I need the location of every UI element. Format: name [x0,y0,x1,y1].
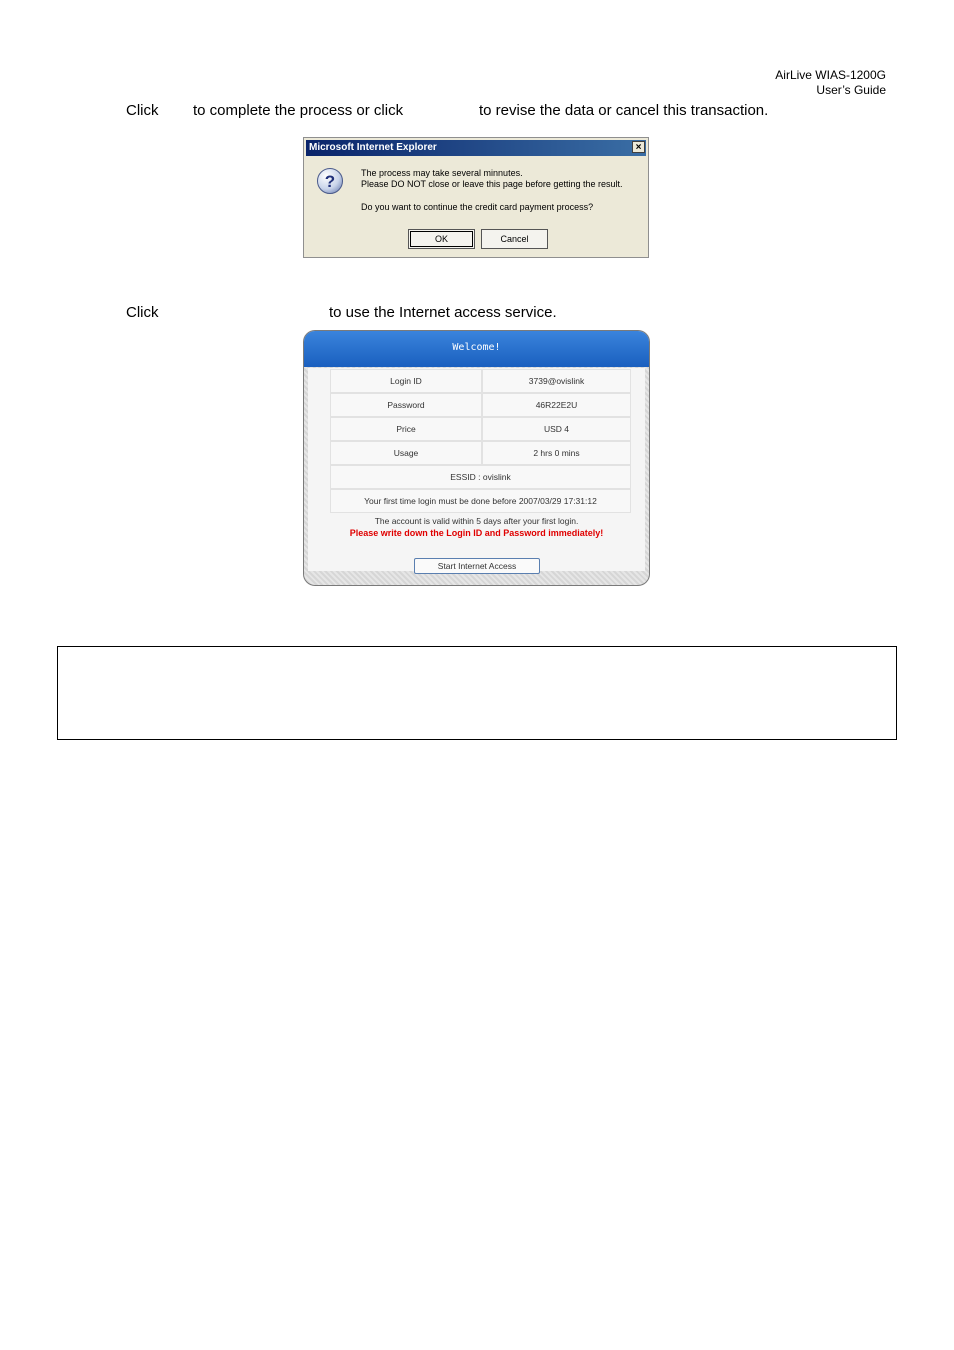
first-login-cell: Your first time login must be done before 2007/03/29 17:31:12 [330,489,631,513]
dialog-line-1: The process may take several minnutes. [361,168,523,178]
welcome-title: Welcome! [304,331,649,367]
login-id-label: Login ID [330,369,482,393]
table-row [330,489,631,513]
login-id-value: 3739@ovislink [482,369,631,393]
step1-middle: to complete the process or click [193,102,404,119]
start-internet-access-button[interactable]: Start Internet Access [414,558,540,574]
ie-confirm-dialog [303,137,649,258]
header-product: AirLive WIAS-1200G [775,68,886,82]
table-row [330,441,631,465]
cancel-button[interactable]: Cancel [481,229,548,249]
welcome-panel [303,330,650,586]
close-icon[interactable]: × [632,141,645,153]
welcome-body [308,368,645,571]
price-value: USD 4 [482,417,631,441]
essid-cell: ESSID : ovislink [330,465,631,489]
step2-click: Click [126,304,159,321]
header-guide: User’s Guide [816,83,886,97]
validity-note: The account is valid within 5 days after your first login. [374,516,579,526]
step2-end: to use the Internet access service. [329,304,557,321]
note-box [57,646,897,740]
usage-value: 2 hrs 0 mins [482,441,631,465]
table-row [330,465,631,489]
question-icon: ? [317,168,343,194]
step1-end: to revise the data or cancel this transaction. [479,102,769,119]
dialog-line-2: Please DO NOT close or leave this page before getting the result. [361,179,623,189]
table-row [330,369,631,393]
step1-click: Click [126,102,159,119]
dialog-title: Microsoft Internet Explorer [306,140,646,156]
password-value: 46R22E2U [482,393,631,417]
account-table [330,369,631,513]
usage-label: Usage [330,441,482,465]
price-label: Price [330,417,482,441]
table-row [330,393,631,417]
table-row [330,417,631,441]
dialog-line-3: Do you want to continue the credit card payment process? [361,202,594,212]
warning-note: Please write down the Login ID and Password immediately! [349,528,604,538]
password-label: Password [330,393,482,417]
ok-button[interactable]: OK [408,229,475,249]
